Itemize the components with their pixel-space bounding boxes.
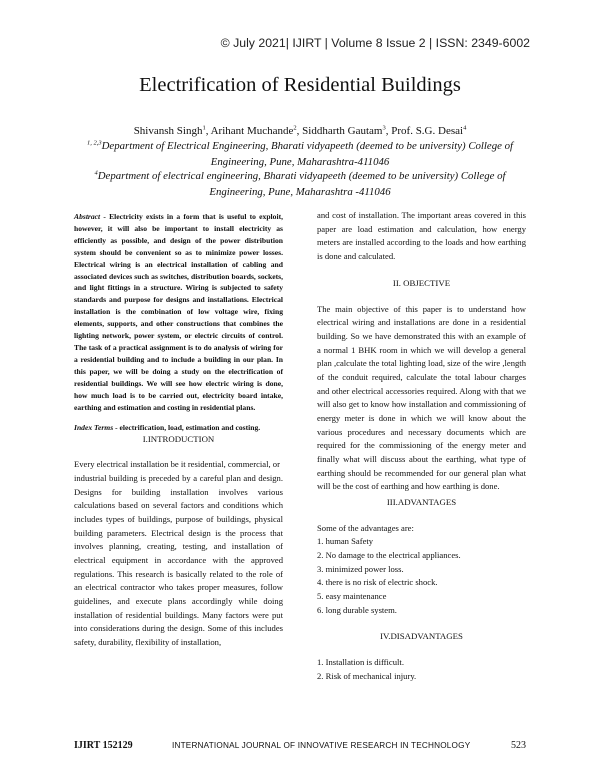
index-terms [74, 422, 283, 433]
section-heading-disadvantages: IV.DISADVANTAGES [380, 631, 463, 642]
footer-journal-name: INTERNATIONAL JOURNAL OF INNOVATIVE RESEARCH IN TECHNOLOGY [172, 741, 471, 750]
advantage-item: 1. human Safety [317, 536, 374, 547]
index-terms-text: electrification, load, estimation and costing. [119, 423, 261, 433]
author-name: Arihant Muchande [210, 125, 294, 137]
author-sup: 1 [202, 124, 206, 132]
index-terms-label: Index Terms - [74, 423, 118, 433]
affiliation-2 [80, 168, 520, 200]
author-sup: 2 [293, 124, 297, 132]
author-list: Shivansh Singh$^1$, Arihant Muchande$^2$, Siddharth Gautam$^3$, Prof. S.G. Desai$^4$ [133, 124, 467, 137]
section-heading-objective: II. OBJECTIVE [392, 277, 451, 288]
abstract [74, 211, 283, 413]
abstract-text: Electricity exists in a form that is useful to exploit, however, it will also be important to install electricity as efficiently as possible, and design of the power distribution system should be convenient so as to minimize power losses. Electrical wiring is an electrical installation of cabling and associated devices such as switches, distribution boards, sockets, and light fittings in a structure. Wiring is subjected to safety standards and purpose for designs and installations. Electrical installation is the combination of low voltage wire, fixing elements, supports, and other constructions that combines the lighting network, power system, or electric circuits of control. The task of a practical assignment is to do analysis of wiring for a residential building and to include a building in our plan. In this paper, we will be doing a study on the electrification of residential buildings. We will see how electric wiring is done, how much load is to be carried out, electricity board intake, earthing and estimation and costing in residential plans. [74, 212, 283, 412]
abstract-label: Abstract - [74, 212, 106, 221]
intro-first-line: Every electrical installation be it residential, commercial, or [74, 459, 280, 470]
author-name: Prof. S.G. Desai [391, 125, 464, 137]
disadvantage-item: 1. Installation is difficult. [317, 657, 404, 668]
objective-paragraph: The main objective of this paper is to understand how electrical wiring and installations are done in a residential building. So we have demonstrated this with an example of a normal 1 BHK room in which we will develop a general plan ,calculate the total lighting load, size of the wire ,length of the conduit required, calculate the total labour charges and other electrical accessories required. Along with that we will also get to know how installation and commissioning of energy meter is done in which we will know about the various procedures and necessary documents which are required for the commissioning of the energy meter and finally what will discuss about the earthing, what type of earthing should be recommended for our general plan what will be the cost of earthing and how earthing is done. [317, 303, 526, 492]
advantage-item: 6. long durable system. [317, 604, 397, 615]
left-column [74, 211, 283, 650]
author-sup: 4 [463, 124, 467, 132]
affiliation-sup: 4 [94, 169, 98, 177]
intro-paragraph: industrial building is preceded by a careful plan and design. Designs for building installation involves various calculations based on several factors and conditions which includes types of buildings, purpose of buildings, physical building parameters. Electrical design is the process that involves planning, creating, testing, and installation of electrical equipment in accordance with the approved regulations. This research is basically related to the role of an electrical contractor who takes proper measures, follow guidelines, and execute plans accordingly while doing installation of residential buildings. Many factors were put into considerations during the design. Some of this includes safety, durability, flexibility of installation, [74, 473, 283, 647]
journal-header: © July 2021| IJIRT | Volume 8 Issue 2 | ISSN: 2349-6002 [220, 36, 530, 50]
advantage-item: 4. there is no risk of electric shock. [317, 577, 438, 588]
paper-title: Electrification of Residential Buildings [139, 74, 461, 96]
footer-page-number: 523 [511, 740, 526, 751]
advantage-item: 2. No damage to the electrical appliances. [317, 550, 461, 561]
advantages-intro: Some of the advantages are: [317, 522, 414, 533]
disadvantage-item: 2. Risk of mechanical injury. [317, 671, 417, 682]
affiliation-text: Department of Electrical Engineering, Bharati vidyapeeth (deemed to be university) College of Engineering, Pune, Maharashtra-411046 [101, 140, 513, 168]
advantage-item: 5. easy maintenance [317, 591, 387, 602]
affiliation-1 [80, 138, 520, 170]
footer-paper-id: IJIRT 152129 [74, 740, 133, 751]
section-heading-advantages: III.ADVANTAGES [386, 496, 457, 507]
author-name: Siddharth Gautam [302, 125, 383, 137]
author-sup: 3 [382, 124, 386, 132]
advantage-item: 3. minimized power loss. [317, 563, 404, 574]
intro-continued: and cost of installation. The important areas covered in this paper are load estimation and calculation, how energy meters are installed according to the loads and how earthing is done and calculated. [317, 210, 526, 261]
affiliation-sup: 1, 2,3 [87, 139, 102, 147]
right-column [317, 211, 526, 684]
author-name: Shivansh Singh [133, 125, 203, 137]
section-heading-introduction: I.INTRODUCTION [142, 434, 215, 445]
affiliation-text: Department of electrical engineering, Bharati vidyapeeth (deemed to be university) College of Engineering, Pune, Maharashtra -411046 [97, 170, 506, 198]
